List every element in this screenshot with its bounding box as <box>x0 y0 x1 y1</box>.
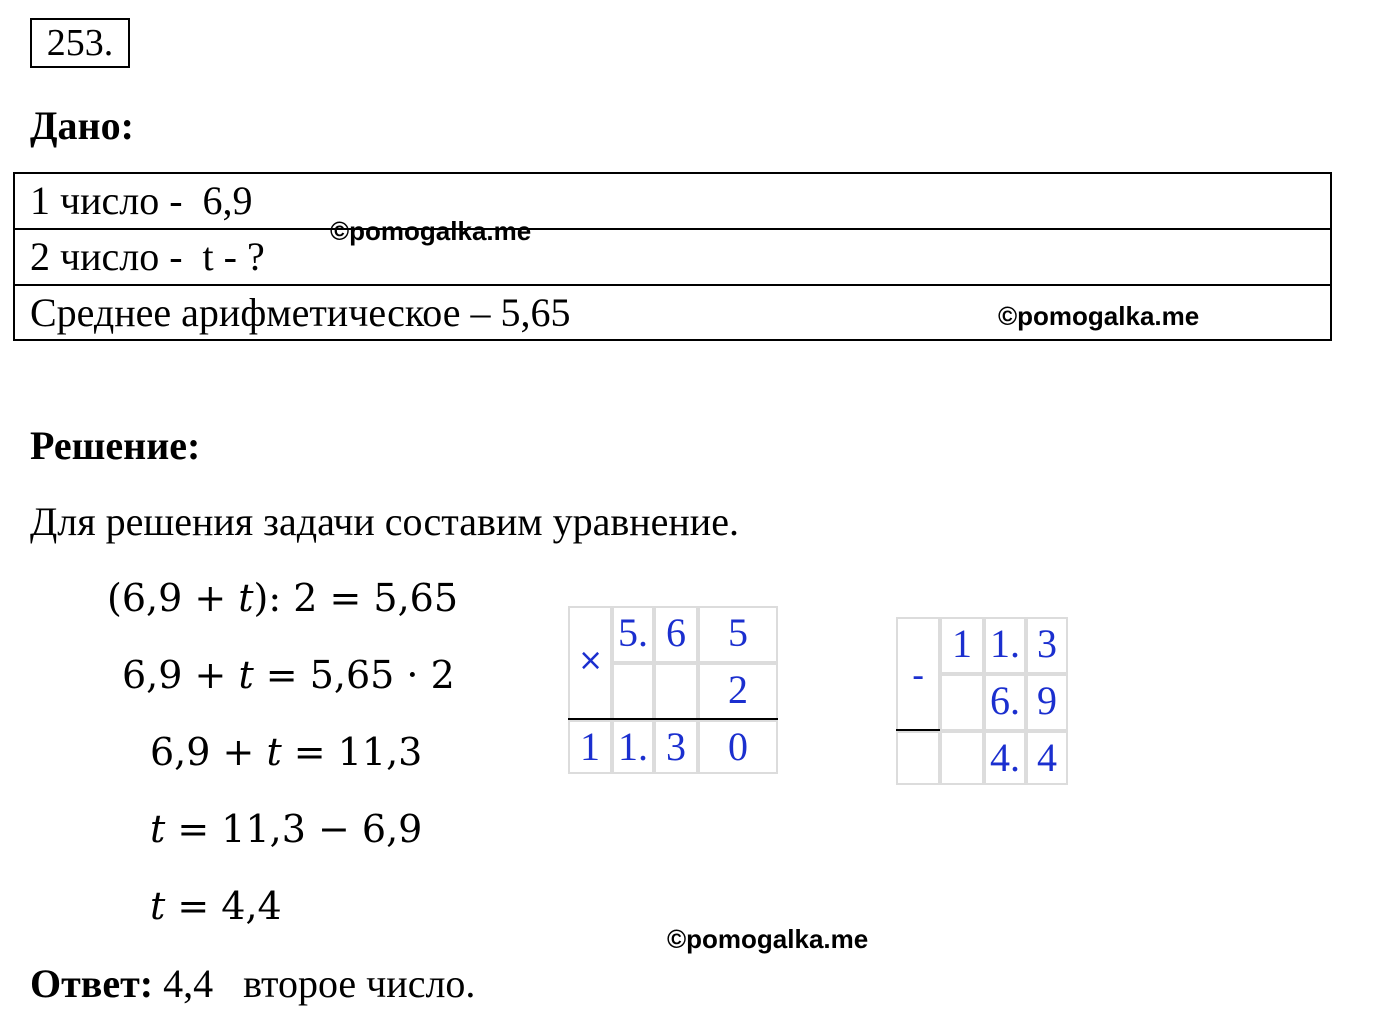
digit-cell: 2 <box>698 663 778 720</box>
given-row-second-number: 2 число - t - ? <box>15 230 1330 286</box>
empty-cell <box>940 674 984 731</box>
given-row-average: Среднее арифметическое – 5,65 <box>30 290 571 335</box>
digit-cell: 5. <box>612 606 654 663</box>
answer-line <box>30 962 475 1006</box>
empty-cell <box>940 731 984 785</box>
minus-sign: - <box>912 656 925 696</box>
digit-cell: 1 <box>568 720 612 774</box>
digit-cell: 1. <box>984 617 1026 674</box>
watermark: ©pomogalka.me <box>667 924 869 954</box>
empty-cell <box>896 731 940 785</box>
digit-cell: 9 <box>1026 674 1068 731</box>
digit-cell: 1. <box>612 720 654 774</box>
digit-cell: 4 <box>1026 731 1068 785</box>
multiply-sign: × <box>578 643 604 678</box>
solution-intro: Для решения задачи составим уравнение. <box>30 499 739 544</box>
digit-cell: 5 <box>698 606 778 663</box>
subtraction-sign-cell <box>896 617 940 731</box>
answer-label: Ответ: <box>30 961 154 1006</box>
digit-cell: 0 <box>698 720 778 774</box>
watermark: ©pomogalka.me <box>330 216 532 246</box>
digit-cell: 1 <box>940 617 984 674</box>
digit-cell: 4. <box>984 731 1026 785</box>
equation-line: t = 11,3 − 6,9 <box>150 807 423 851</box>
answer-value: 4,4 <box>163 961 214 1006</box>
answer-text: второе число. <box>243 961 476 1006</box>
equation-line: (6,9 + t): 2 = 5,65 <box>107 576 459 620</box>
given-row-first-number: 1 число - 6,9 <box>15 174 1330 230</box>
digit-cell: 3 <box>1026 617 1068 674</box>
digit-cell: 3 <box>654 720 698 774</box>
equation-line: t = 4,4 <box>150 884 282 928</box>
digit-cell: 6. <box>984 674 1026 731</box>
equation-line: 6,9 + t = 11,3 <box>150 730 423 774</box>
digit-cell: 6 <box>654 606 698 663</box>
watermark: ©pomogalka.me <box>998 301 1200 331</box>
problem-number: 253. <box>30 18 130 68</box>
equation-line: 6,9 + t = 5,65 · 2 <box>122 653 455 697</box>
solution-heading: Решение: <box>30 423 201 468</box>
given-heading: Дано: <box>30 103 134 148</box>
